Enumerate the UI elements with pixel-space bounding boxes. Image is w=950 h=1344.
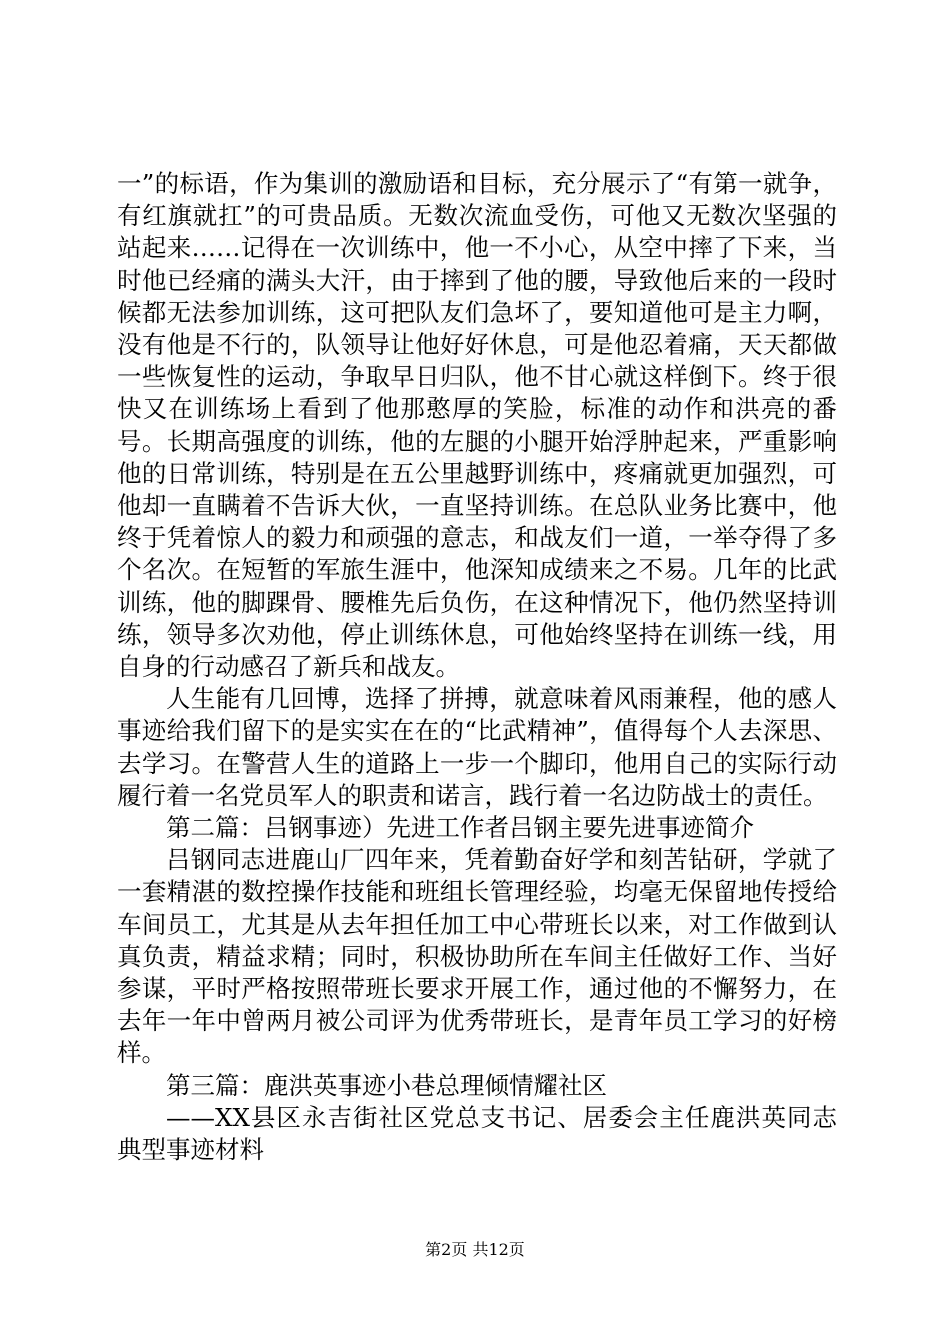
document-body — [117, 168, 837, 1166]
page-number-footer: 第2页 共12页 — [425, 1240, 525, 1259]
paragraph-2: 人生能有几回博，选择了拼搏，就意味着风雨兼程，他的感人事迹给我们留下的是实实在在的“比武精神”，值得每个人去深思、去学习。在警营人生的道路上一步一个脚印，他用自己的实际行动履行着一名党员军人的职责和诺言，践行着一名边防战士的责任。 — [117, 684, 837, 810]
section-heading-2: 第二篇：吕钢事迹）先进工作者吕钢主要先进事迹简介 — [166, 813, 754, 843]
section-subtitle-3: ——XX县区永吉街社区党总支书记、居委会主任鹿洪英同志典型事迹材料 — [117, 1102, 837, 1165]
paragraph-1: 一”的标语，作为集训的激励语和目标，充分展示了“有第一就争，有红旗就扛”的可贵品质。无数次流血受伤，可他又无数次坚强的站起来……记得在一次训练中，他一不小心，从空中摔了下来，当时他已经痛的满头大汗，由于摔到了他的腰，导致他后来的一段时候都无法参加训练，这可把队友们急坏了，要知道他可是主力啊，没有他是不行的，队领导让他好好休息，可是他忍着痛，天天都做一些恢复性的运动，争取早日归队，他不甘心就这样倒下。终于很快又在训练场上看到了他那憨厚的笑脸，标准的动作和洪亮的番号。长期高强度的训练，他的左腿的小腿开始浮肿起来，严重影响他的日常训练，特别是在五公里越野训练中，疼痛就更加强烈，可他却一直瞒着不告诉大伙，一直坚持训练。在总队业务比赛中，他终于凭着惊人的毅力和顽强的意志，和战友们一道，一举夺得了多个名次。在短暂的军旅生涯中，他深知成绩来之不易。几年的比武训练，他的脚踝骨、腰椎先后负伤，在这种情况下，他仍然坚持训练，领导多次劝他，停止训练休息，可他始终坚持在训练一线，用自身的行动感召了新兵和战友。 — [117, 169, 837, 682]
section-heading-3: 第三篇：鹿洪英事迹小巷总理倾情耀社区 — [166, 1070, 607, 1100]
paragraph-3: 吕钢同志进鹿山厂四年来，凭着勤奋好学和刻苦钻研，学就了一套精湛的数控操作技能和班组长管理经验，均毫无保留地传授给车间员工，尤其是从去年担任加工中心带班长以来，对工作做到认真负责，精益求精；同时，积极协助所在车间主任做好工作、当好参谋，平时严格按照带班长要求开展工作，通过他的不懈努力，在去年一年中曾两月被公司评为优秀带班长，是青年员工学习的好榜样。 — [117, 845, 837, 1068]
